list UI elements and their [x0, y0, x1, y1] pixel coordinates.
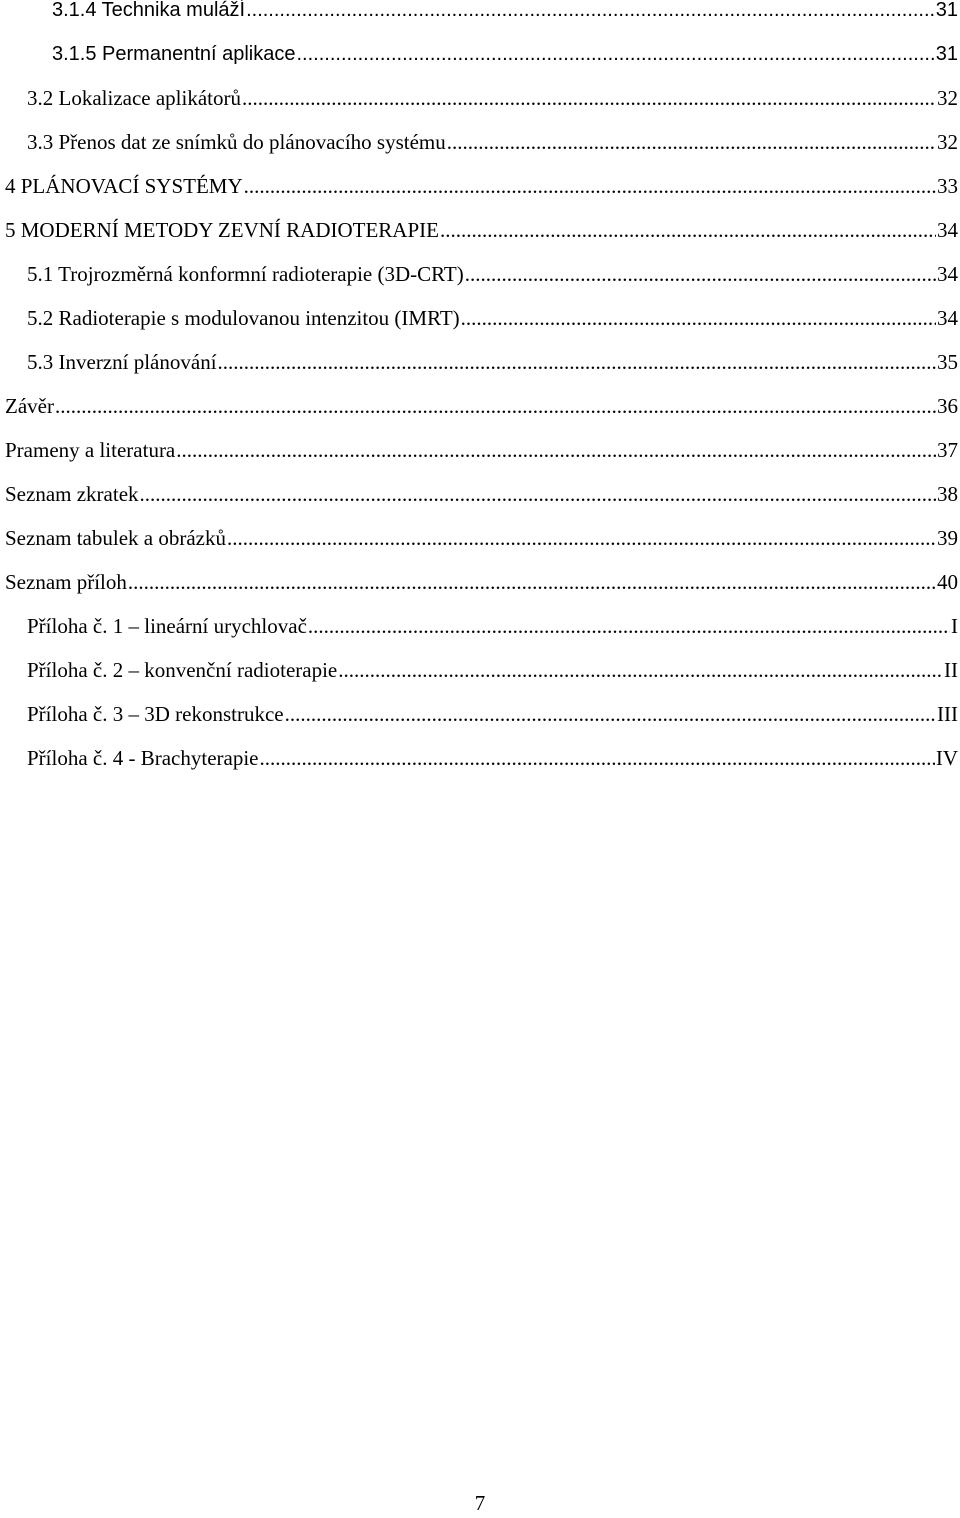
toc-entry-page: II — [944, 658, 958, 682]
toc-leader-dots — [140, 479, 936, 509]
toc-entry-page: 35 — [937, 350, 958, 374]
toc-entry-seznam-priloh — [5, 567, 958, 597]
toc-leader-dots — [227, 523, 936, 553]
toc-entry-title: Příloha č. 3 – 3D rekonstrukce — [27, 702, 284, 726]
toc-entry-seznam-zkratek — [5, 479, 958, 509]
toc-leader-dots — [308, 611, 950, 641]
toc-entry-title: Příloha č. 1 – lineární urychlovač — [27, 614, 307, 638]
toc-entry-title: 4 PLÁNOVACÍ SYSTÉMY — [5, 174, 243, 198]
page-number: 7 — [474, 1491, 486, 1515]
toc-entry-title: Příloha č. 2 – konvenční radioterapie — [27, 658, 338, 682]
toc-leader-dots — [260, 743, 935, 773]
toc-entry-priloha-3 — [27, 699, 958, 729]
toc-entry-priloha-1 — [27, 611, 958, 641]
toc-entry-3-2 — [27, 83, 958, 113]
toc-entry-title: Seznam příloh — [5, 570, 127, 594]
toc-leader-dots — [218, 347, 936, 377]
toc-entry-page: 32 — [937, 130, 958, 154]
toc-entry-page: III — [937, 702, 958, 726]
toc-entry-page: 31 — [935, 43, 958, 65]
toc-leader-dots — [55, 391, 936, 421]
toc-leader-dots — [128, 567, 936, 597]
toc-entry-title: Příloha č. 4 - Brachyterapie — [27, 746, 259, 770]
toc-entry-prameny — [5, 435, 958, 465]
toc-entry-page: 38 — [937, 482, 958, 506]
toc-leader-dots — [242, 83, 936, 113]
toc-entry-zaver — [5, 391, 958, 421]
toc-entry-page: 34 — [937, 262, 958, 286]
toc-entry-3-3 — [27, 127, 958, 157]
toc-entry-title: 5.3 Inverzní plánování — [27, 350, 217, 374]
toc-entry-page: 40 — [937, 570, 958, 594]
toc-entry-page: 37 — [937, 438, 958, 462]
toc-entry-page: 33 — [937, 174, 958, 198]
toc-entry-title: 3.2 Lokalizace aplikátorů — [27, 86, 241, 110]
toc-entry-page: 34 — [937, 218, 958, 242]
toc-entry-title: 3.3 Přenos dat ze snímků do plánovacího systému — [27, 130, 446, 154]
toc-leader-dots — [338, 655, 943, 685]
toc-entry-title: 5 MODERNÍ METODY ZEVNÍ RADIOTERAPIE — [5, 218, 439, 242]
toc-entry-page: 32 — [937, 86, 958, 110]
toc-entry-page: IV — [935, 746, 958, 770]
toc-leader-dots — [285, 699, 936, 729]
toc-entry-title: Závěr — [5, 394, 54, 418]
toc-entry-5-2 — [27, 303, 958, 333]
toc-entry-page: 34 — [937, 306, 958, 330]
toc-entry-page: I — [951, 614, 958, 638]
toc-entry-3-1-5 — [52, 39, 958, 69]
toc-entry-page: 36 — [937, 394, 958, 418]
toc-entry-5-3 — [27, 347, 958, 377]
toc-entry-3-1-4 — [52, 0, 958, 25]
toc-entry-5 — [5, 215, 958, 245]
toc-leader-dots — [440, 215, 936, 245]
toc-entry-title: Prameny a literatura — [5, 438, 176, 462]
toc-leader-dots — [465, 259, 936, 289]
toc-entry-page: 31 — [935, 0, 958, 21]
toc-entry-title: 5.2 Radioterapie s modulovanou intenzitou (IMRT) — [27, 306, 460, 330]
toc-leader-dots — [176, 435, 936, 465]
toc-leader-dots — [461, 303, 936, 333]
toc-entry-title: 3.1.5 Permanentní aplikace — [52, 43, 296, 65]
toc-entry-4 — [5, 171, 958, 201]
toc-entry-page: 39 — [937, 526, 958, 550]
toc-leader-dots — [246, 0, 935, 25]
toc-entry-title: 3.1.4 Technika mulážÍ — [52, 0, 246, 21]
toc-entry-5-1 — [27, 259, 958, 289]
toc-entry-priloha-4 — [27, 743, 958, 773]
toc-leader-dots — [297, 39, 935, 69]
toc-leader-dots — [244, 171, 936, 201]
toc-entry-seznam-tabulek — [5, 523, 958, 553]
toc-entry-priloha-2 — [27, 655, 958, 685]
toc-entry-title: Seznam tabulek a obrázků — [5, 526, 226, 550]
toc-entry-title: Seznam zkratek — [5, 482, 139, 506]
toc-leader-dots — [447, 127, 936, 157]
toc-entry-title: 5.1 Trojrozměrná konformní radioterapie (3D-CRT) — [27, 262, 464, 286]
